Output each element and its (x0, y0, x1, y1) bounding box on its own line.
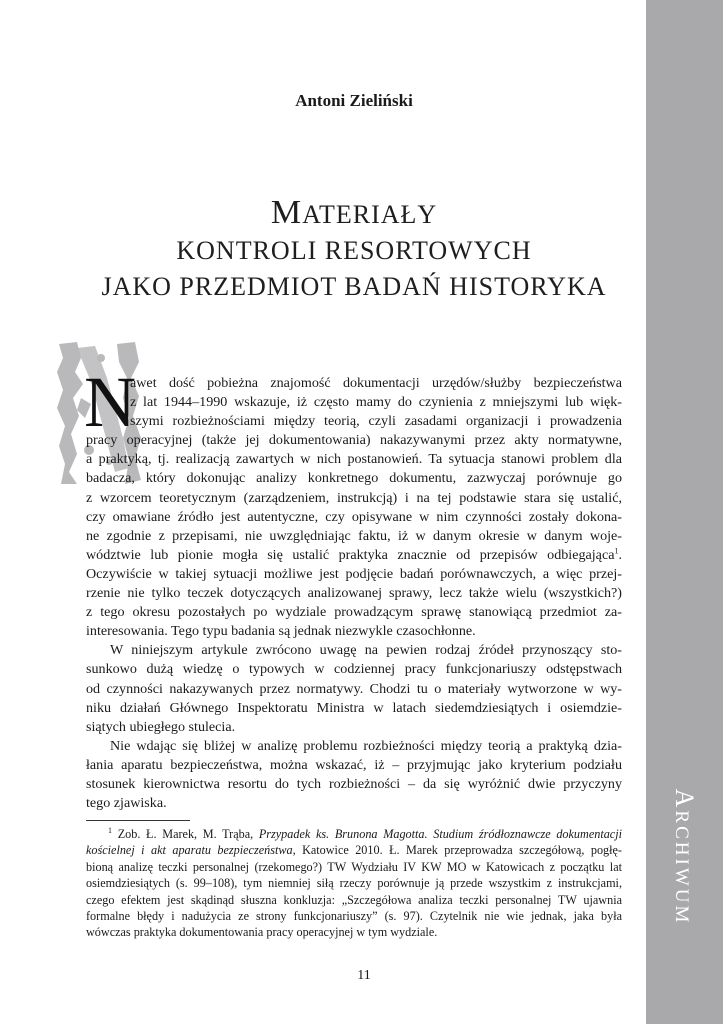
footnote-line: $^1$ Zob. Ł. Marek, M. Trąba, Przypadek ks. Brunona Magotta. Studium źródłoznawcze dokumentacji (108, 825, 622, 841)
body-line: czy omawiane źródło jest autentyczne, czy opisywane w nim czynności zostały dokona- (86, 508, 622, 525)
body-line: ne zgodnie z przepisami, nie uwzględniając faktu, iż w danym okresie w danym woje- (86, 527, 622, 544)
body-line: Nie wdając się bliżej w analizę problemu rozbieżności między teorią a praktyką dzia- (110, 737, 622, 754)
body-line: tego zjawiska. (86, 795, 167, 812)
footnote (86, 826, 622, 941)
body-line: szymi rozbieżnościami między teorią, czyli zasadami organizacji i prowadzenia (130, 413, 622, 430)
drop-cap: N (84, 362, 136, 442)
body-line: sunkowo dużą wiedzę o typowych w codziennej pracy funkcjonariuszy odstępstwach (86, 661, 622, 678)
footnote-number: 1 (108, 825, 112, 835)
footnote-line: bioną analizę teczki personalnej (rzekomego?) TW Wydziału IV KW MO w Katowicach z początku lat (86, 859, 622, 874)
body-line: łania aparatu bezpieczeństwa, można wskazać, iż – przyjmując jako kryterium podziału (86, 756, 622, 773)
author-name: Antoni Zieliński (295, 91, 413, 110)
footnote-line: kościelnej i akt aparatu bezpieczeństwa, Katowice 2010. Ł. Marek przeprowadza szczegółową, pogłę- (86, 843, 622, 858)
body-line: pracy operacyjnej (także jej dokumentowania) nakazywanymi przez akty normatywne, (86, 432, 622, 449)
body-line: od czynności nakazywanych przez normatywy. Chodzi tu o materiały wytworzone w wy- (86, 680, 622, 697)
footnote-line: formalne błędy i nadużycia ze strony funkcjonariuszy” (s. 97). Czytelnik nie wie jednak, jaka była (86, 909, 622, 924)
footnote-line: wówczas praktyka dokumentowania pracy operacyjnej w tym wydziale. (86, 925, 438, 940)
body-line: interesowania. Tego typu badania są jednak niezwykle czasochłonne. (86, 623, 476, 640)
body-line: wództwie lub pionie mogła się ustalić praktyka znacznie od przepisów odbiegająca$^1$. (86, 546, 622, 563)
footnote-line: czego efektem jest skądinąd słuszna konkluzja: „Szczegółowa analiza teczki personalnej TW ujawnia (86, 892, 622, 907)
body-line: awet dość pobieżna znajomość dokumentacji urzędów/służby bezpieczeństwa (130, 375, 622, 391)
body-line: stosunek kierownictwa resortu do tych rozbieżności – da się wyróżnić dwie przyczyny (86, 775, 622, 792)
page-number: 11 (357, 968, 371, 983)
title-line-2: KONTROLI RESORTOWYCH (176, 236, 532, 265)
body-line: a praktyką, tj. realizacją zawartych w nich postanowień. Ta sytuacja stanowi problem dla (86, 451, 622, 468)
body-line: z lat 1944–1990 wskazuje, iż często mamy do czynienia z mniejszymi lub więk- (130, 394, 622, 411)
footnote-reference[interactable]: 1 (614, 546, 619, 556)
title-line-1: MATERIAŁY (270, 194, 438, 231)
body-line: rzenie nie tylko teczek dotyczących analizowanej sprawy, lecz także wielu (wszystkich?) (86, 585, 622, 602)
footnote-line: osiemdziesiątych (s. 99–108), tym niemniej siłą rzeczy porównuje ją przede wszystkim z instrukcjami, (86, 876, 622, 891)
body-line: Oczywiście w takiej sytuacji możliwe jest podjęcie badań porównawczych, a więc przej- (86, 565, 622, 582)
article-title (0, 195, 708, 305)
footnote-divider (86, 820, 190, 821)
title-line-3: JAKO PRZEDMIOT BADAŃ HISTORYKA (101, 272, 607, 301)
body-line: niku działań Głównego Inspektoratu Ministra w latach siedemdziesiątych i osiemdzie- (86, 699, 622, 716)
body-line: W niniejszym artykule zwrócono uwagę na pewien rodzaj źródeł przynoszący sto- (110, 642, 622, 659)
article-body (86, 374, 622, 813)
body-line: badacza, który dokonując analizy konkretnego dokumentu, zazwyczaj porównuje go (86, 470, 622, 487)
body-line: z wzorcem teoretycznym (zarządzeniem, instrukcją) i na tej podstawie stara się ustalić, (86, 489, 622, 506)
body-line: siątych ubiegłego stulecia. (86, 718, 236, 735)
section-label: ARCHIWUM (670, 788, 699, 926)
body-line: z tego okresu pozostałych po wydziale prowadzącym sprawę stanowiącą przedmiot za- (86, 604, 622, 621)
